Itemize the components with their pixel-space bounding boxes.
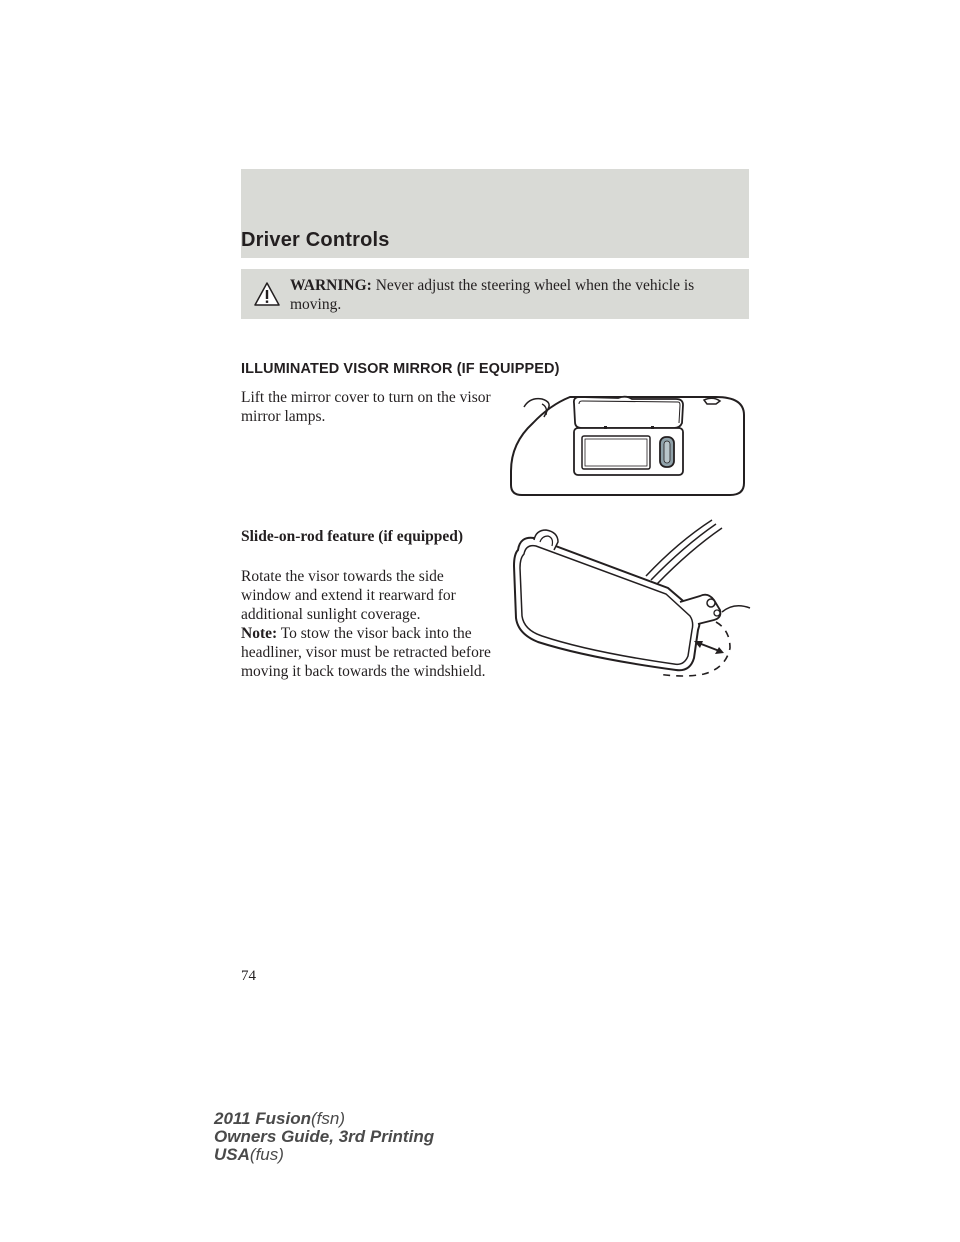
footer-market-code: (fus) (249, 1145, 284, 1164)
paragraph-note (241, 624, 491, 681)
footer-line-1 (214, 1110, 434, 1128)
footer-model: 2011 Fusion (214, 1109, 311, 1128)
section-heading: ILLUMINATED VISOR MIRROR (IF EQUIPPED) (241, 361, 560, 377)
visor-mirror-illustration (508, 393, 748, 499)
warning-triangle-icon (254, 282, 280, 306)
note-label: Note: (241, 625, 278, 642)
warning-text (290, 276, 742, 314)
paragraph-mirror-lamps: Lift the mirror cover to turn on the visor mirror lamps. (241, 389, 491, 425)
note-text: To stow the visor back into the headliner, visor must be retracted before moving it back towards the windshield. (241, 625, 491, 680)
page-number: 74 (241, 968, 256, 984)
page-title: Driver Controls (241, 229, 390, 251)
footer-market: USA (214, 1145, 250, 1164)
slide-on-rod-visor-illustration (508, 518, 754, 684)
footer-model-code: (fsn) (311, 1109, 345, 1128)
warning-label: WARNING: (290, 277, 372, 294)
footer (214, 1110, 434, 1164)
paragraph-rotate-visor: Rotate the visor towards the side window and extend it rearward for additional sunlight coverage. (241, 568, 456, 623)
subheading-slide-on-rod: Slide-on-rod feature (if equipped) (241, 528, 464, 545)
footer-line-2: Owners Guide, 3rd Printing (214, 1127, 435, 1146)
footer-line-3 (214, 1146, 434, 1164)
warning-message: Never adjust the steering wheel when the vehicle is moving. (290, 277, 695, 313)
